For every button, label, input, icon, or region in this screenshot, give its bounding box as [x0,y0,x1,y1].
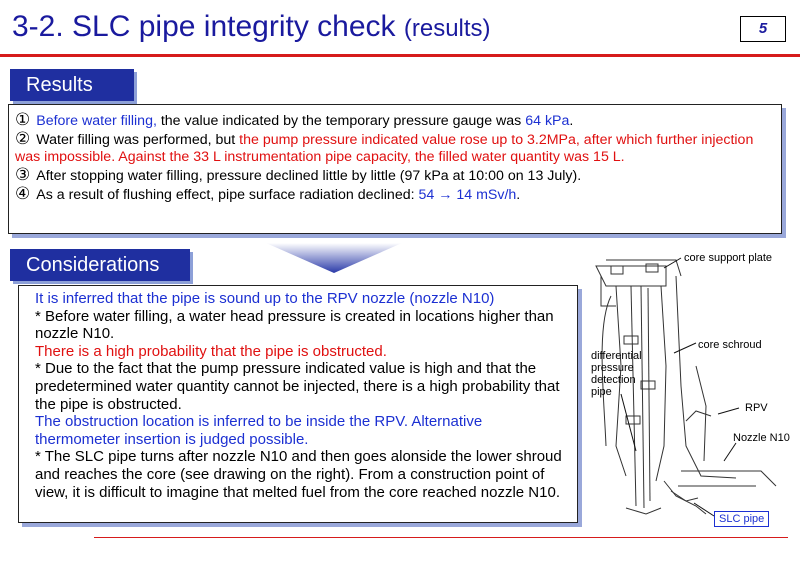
label-line: pressure [591,362,634,374]
label-line: detection [591,374,636,386]
considerations-box [18,285,578,523]
label-core-support-plate: core support plate [684,252,773,264]
page-title [12,10,491,44]
results-item-number: ④ [15,184,31,203]
footer-divider [94,537,788,538]
results-box [8,104,782,234]
label-line: differential [591,350,642,362]
label-nozzle-n10: Nozzle N10 [733,432,790,444]
considerations-line: * The SLC pipe turns after nozzle N10 and then goes alonside the lower shroud and reaches the core (see drawing on the right). From a construction point of view, it is difficult to imagine that melted fuel from the core reached nozzle N10. [35,448,562,501]
results-item-number: ② [15,129,31,148]
results-item-text: After stopping water filling, pressure declined little by little (97 kPa at 10:00 on 13 July). [36,168,582,184]
results-item-text: 64 kPa [525,113,570,129]
results-item-text: . [516,187,521,203]
label-differential-pressure-pipe [591,350,642,398]
results-item-text: Before water filling, [36,113,157,129]
results-tab: Results [10,69,134,101]
page-number: 5 [740,16,786,42]
considerations-tab: Considerations [10,249,190,281]
results-item [15,130,775,166]
title-subtitle: (results) [403,15,491,42]
results-item [15,185,775,204]
down-arrow-icon [266,243,402,273]
label-slc-pipe: SLC pipe [714,511,769,527]
results-item-text: the value indicated by the temporary pressure gauge was [156,113,526,129]
label-line: pipe [591,386,612,398]
header-divider [0,54,800,57]
results-item-number: ① [15,110,31,129]
results-item-text: As a result of flushing effect, pipe surface radiation declined: [36,187,419,203]
results-item-text: Water filling was performed, but [36,132,240,148]
title-main: 3-2. SLC pipe integrity check [12,10,396,43]
label-core-schroud: core schroud [698,339,762,351]
considerations-line: There is a high probability that the pipe is obstructed. [35,342,387,360]
considerations-line: It is inferred that the pipe is sound up to the RPV nozzle (nozzle N10) [35,290,495,307]
considerations-line: * Before water filling, a water head pressure is created in locations higher than nozzle N10. [35,307,554,343]
considerations-line: * Due to the fact that the pump pressure indicated value is high and that the predetermined water quantity cannot be injected, there is a high probability that the pipe is obstructed. [35,360,560,413]
results-item [15,166,775,185]
results-item [15,111,775,130]
label-rpv: RPV [745,402,768,414]
results-item-number: ③ [15,165,31,184]
results-item-text: 54 → 14 mSv/h [418,187,517,203]
considerations-line: The obstruction location is inferred to be inside the RPV. Alternative thermometer insertion is judged possible. [35,413,483,448]
results-item-text: . [569,113,574,129]
results-item-text: the pump pressure indicated value rose up to 3.2MPa, after which further injection was impossible. Against the 33 L instrumentation pipe capacity, the filled water quantity was 15 L. [15,132,754,165]
